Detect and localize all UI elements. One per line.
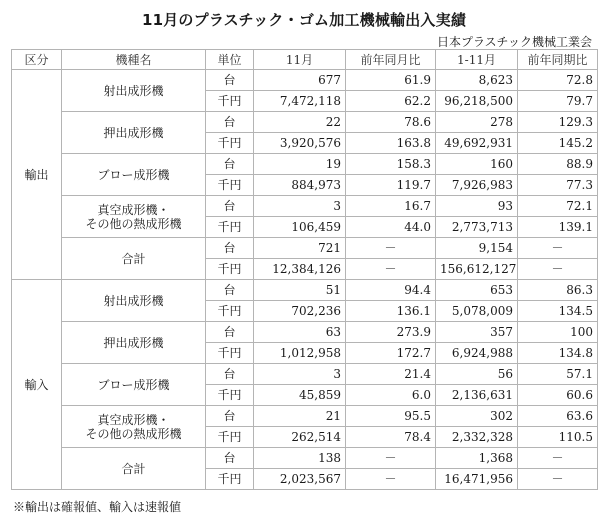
month-yoy-cell: 44.0 [346, 217, 436, 238]
month-yoy-cell: 158.3 [346, 154, 436, 175]
month-yoy-cell: 62.2 [346, 91, 436, 112]
ytd-value-cell: 2,136,631 [436, 385, 518, 406]
month-yoy-cell: 78.4 [346, 427, 436, 448]
month-yoy-cell: － [346, 448, 436, 469]
month-value-cell: 702,236 [254, 301, 346, 322]
unit-cell: 台 [206, 196, 254, 217]
table-row [12, 238, 598, 259]
ytd-yoy-cell: － [518, 259, 598, 280]
ytd-yoy-cell: 63.6 [518, 406, 598, 427]
machine-name-line: 合計 [121, 251, 146, 266]
unit-cell: 台 [206, 364, 254, 385]
month-value-cell: 262,514 [254, 427, 346, 448]
unit-cell: 千円 [206, 133, 254, 154]
month-yoy-cell: 136.1 [346, 301, 436, 322]
machine-name-cell [62, 238, 206, 280]
trade-stats-table [11, 49, 598, 490]
unit-cell: 千円 [206, 217, 254, 238]
unit-cell: 千円 [206, 385, 254, 406]
month-value-cell: 884,973 [254, 175, 346, 196]
unit-cell: 千円 [206, 469, 254, 490]
header-category: 区分 [12, 50, 62, 70]
ytd-yoy-cell: 72.1 [518, 196, 598, 217]
machine-name-line: 合計 [121, 461, 146, 476]
ytd-value-cell: 7,926,983 [436, 175, 518, 196]
month-value-cell: 138 [254, 448, 346, 469]
ytd-yoy-cell: 100 [518, 322, 598, 343]
ytd-yoy-cell: 134.5 [518, 301, 598, 322]
unit-cell: 台 [206, 448, 254, 469]
ytd-value-cell: 56 [436, 364, 518, 385]
month-value-cell: 51 [254, 280, 346, 301]
machine-name-cell [62, 364, 206, 406]
header-month-yoy: 前年同月比 [346, 50, 436, 70]
table-row [12, 322, 598, 343]
category-cell: 輸入 [12, 280, 62, 490]
month-yoy-cell: 119.7 [346, 175, 436, 196]
ytd-yoy-cell: 79.7 [518, 91, 598, 112]
machine-name-line: 押出成形機 [103, 335, 164, 350]
ytd-value-cell: 653 [436, 280, 518, 301]
machine-name-cell [62, 448, 206, 490]
table-row [12, 154, 598, 175]
table-row [12, 112, 598, 133]
unit-cell: 台 [206, 70, 254, 91]
ytd-yoy-cell: 88.9 [518, 154, 598, 175]
machine-name-line: その他の熱成形機 [85, 426, 182, 441]
month-yoy-cell: － [346, 469, 436, 490]
ytd-value-cell: 278 [436, 112, 518, 133]
month-yoy-cell: 94.4 [346, 280, 436, 301]
category-cell: 輸出 [12, 70, 62, 280]
ytd-yoy-cell: 77.3 [518, 175, 598, 196]
month-yoy-cell: 16.7 [346, 196, 436, 217]
ytd-value-cell: 93 [436, 196, 518, 217]
machine-name-line: 射出成形機 [103, 293, 164, 308]
ytd-yoy-cell: － [518, 238, 598, 259]
page-title: 11月のプラスチック・ゴム加工機械輸出入実績 [141, 11, 467, 29]
ytd-value-cell: 49,692,931 [436, 133, 518, 154]
ytd-yoy-cell: － [518, 469, 598, 490]
machine-name-line: 真空成形機・ [97, 202, 170, 217]
header-month: 11月 [254, 50, 346, 70]
ytd-yoy-cell: 139.1 [518, 217, 598, 238]
ytd-yoy-cell: 134.8 [518, 343, 598, 364]
month-value-cell: 721 [254, 238, 346, 259]
ytd-yoy-cell: 145.2 [518, 133, 598, 154]
month-value-cell: 1,012,958 [254, 343, 346, 364]
month-value-cell: 2,023,567 [254, 469, 346, 490]
ytd-value-cell: 5,078,009 [436, 301, 518, 322]
machine-name-cell [62, 280, 206, 322]
unit-cell: 千円 [206, 259, 254, 280]
ytd-value-cell: 1,368 [436, 448, 518, 469]
header-machine: 機種名 [62, 50, 206, 70]
month-value-cell: 7,472,118 [254, 91, 346, 112]
ytd-value-cell: 357 [436, 322, 518, 343]
machine-name-cell [62, 406, 206, 448]
month-yoy-cell: 95.5 [346, 406, 436, 427]
footnote: ※輸出は確報値、輸入は速報値 [13, 500, 182, 514]
header-unit: 単位 [206, 50, 254, 70]
month-yoy-cell: 21.4 [346, 364, 436, 385]
unit-cell: 台 [206, 112, 254, 133]
machine-name-line: その他の熱成形機 [85, 216, 182, 231]
table-row [12, 70, 598, 91]
ytd-yoy-cell: 129.3 [518, 112, 598, 133]
unit-cell: 台 [206, 322, 254, 343]
ytd-value-cell: 9,154 [436, 238, 518, 259]
unit-cell: 台 [206, 280, 254, 301]
machine-name-line: 射出成形機 [103, 83, 164, 98]
table-row [12, 406, 598, 427]
month-value-cell: 45,859 [254, 385, 346, 406]
ytd-value-cell: 6,924,988 [436, 343, 518, 364]
unit-cell: 千円 [206, 301, 254, 322]
month-value-cell: 3,920,576 [254, 133, 346, 154]
unit-cell: 千円 [206, 343, 254, 364]
table-row [12, 364, 598, 385]
ytd-value-cell: 96,218,500 [436, 91, 518, 112]
machine-name-line: 真空成形機・ [97, 412, 170, 427]
ytd-value-cell: 16,471,956 [436, 469, 518, 490]
header-ytd-yoy: 前年同期比 [518, 50, 598, 70]
unit-cell: 千円 [206, 427, 254, 448]
month-value-cell: 3 [254, 196, 346, 217]
month-yoy-cell: － [346, 238, 436, 259]
machine-name-cell [62, 70, 206, 112]
ytd-value-cell: 2,773,713 [436, 217, 518, 238]
month-yoy-cell: 273.9 [346, 322, 436, 343]
month-value-cell: 677 [254, 70, 346, 91]
machine-name-line: 押出成形機 [103, 125, 164, 140]
month-yoy-cell: － [346, 259, 436, 280]
table-row [12, 448, 598, 469]
month-yoy-cell: 6.0 [346, 385, 436, 406]
month-value-cell: 12,384,126 [254, 259, 346, 280]
unit-cell: 台 [206, 238, 254, 259]
ytd-yoy-cell: 110.5 [518, 427, 598, 448]
header-ytd: 1-11月 [436, 50, 518, 70]
month-value-cell: 106,459 [254, 217, 346, 238]
ytd-value-cell: 156,612,127 [436, 259, 518, 280]
publisher-name: 日本プラスチック機械工業会 [436, 35, 592, 49]
machine-name-line: ブロー成形機 [97, 167, 170, 182]
month-value-cell: 19 [254, 154, 346, 175]
month-value-cell: 3 [254, 364, 346, 385]
month-value-cell: 21 [254, 406, 346, 427]
ytd-yoy-cell: 72.8 [518, 70, 598, 91]
machine-name-cell [62, 196, 206, 238]
unit-cell: 千円 [206, 175, 254, 196]
month-value-cell: 22 [254, 112, 346, 133]
machine-name-cell [62, 322, 206, 364]
ytd-value-cell: 2,332,328 [436, 427, 518, 448]
machine-name-line: ブロー成形機 [97, 377, 170, 392]
ytd-yoy-cell: － [518, 448, 598, 469]
ytd-value-cell: 160 [436, 154, 518, 175]
table-row [12, 196, 598, 217]
month-yoy-cell: 172.7 [346, 343, 436, 364]
machine-name-cell [62, 154, 206, 196]
month-yoy-cell: 78.6 [346, 112, 436, 133]
table-row [12, 280, 598, 301]
month-value-cell: 63 [254, 322, 346, 343]
unit-cell: 台 [206, 406, 254, 427]
ytd-value-cell: 302 [436, 406, 518, 427]
ytd-yoy-cell: 60.6 [518, 385, 598, 406]
ytd-yoy-cell: 86.3 [518, 280, 598, 301]
ytd-value-cell: 8,623 [436, 70, 518, 91]
unit-cell: 台 [206, 154, 254, 175]
unit-cell: 千円 [206, 91, 254, 112]
header-row [12, 50, 598, 70]
ytd-yoy-cell: 57.1 [518, 364, 598, 385]
month-yoy-cell: 61.9 [346, 70, 436, 91]
month-yoy-cell: 163.8 [346, 133, 436, 154]
machine-name-cell [62, 112, 206, 154]
